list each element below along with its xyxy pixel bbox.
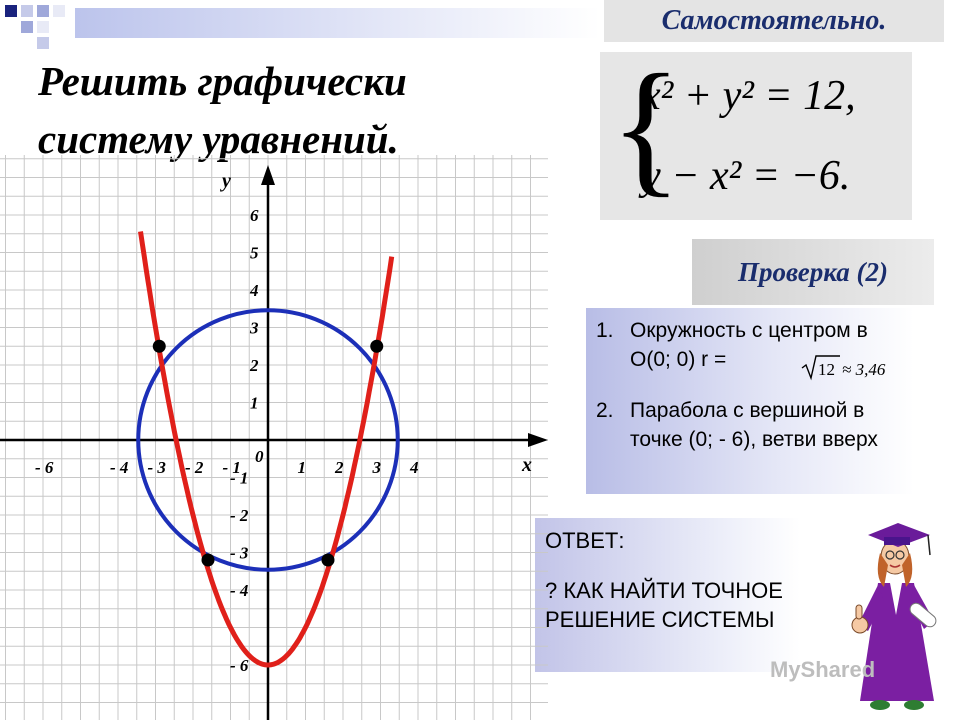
- y-tick-label: 2: [250, 356, 259, 375]
- x-tick-label: 4: [410, 458, 419, 477]
- equation-2: y − x² = −6.: [642, 153, 851, 199]
- intersection-point: [202, 554, 215, 567]
- title-line-1: Решить графически: [38, 58, 407, 104]
- check-list: [586, 308, 914, 494]
- equation-system: [600, 44, 912, 220]
- grid: [0, 155, 548, 720]
- check-item-1-number: 1.: [596, 319, 614, 342]
- intersection-point: [370, 340, 383, 353]
- x-tick-label: 1: [297, 458, 306, 477]
- x-tick-label: 3: [372, 458, 381, 477]
- x-tick-label: - 1: [222, 458, 241, 477]
- system-brace: {: [610, 44, 682, 210]
- y-tick-label: 6: [250, 206, 259, 225]
- check-item-2-number: 2.: [596, 399, 614, 422]
- title-line-2: систему уравнений.: [38, 116, 399, 162]
- y-tick-label: - 2: [230, 506, 249, 525]
- origin-label: 0: [255, 447, 264, 466]
- x-tick-label: - 2: [185, 458, 204, 477]
- answer-box: [535, 518, 800, 672]
- check-button[interactable]: Проверка (2): [692, 239, 934, 305]
- check-item-1-text: Окружность с центром в О(0; 0) r =: [630, 319, 868, 371]
- axes: [0, 165, 548, 720]
- y-tick-label: 3: [250, 318, 259, 338]
- parabola-curve: [141, 232, 392, 666]
- answer-text: ? КАК НАЙТИ ТОЧНОЕ РЕШЕНИЕ СИСТЕМЫ: [545, 578, 783, 632]
- graph: [0, 155, 560, 720]
- y-tick-label: 5: [250, 243, 259, 263]
- header-label: Самостоятельно.: [604, 0, 944, 42]
- watermark: MyShared: [770, 657, 876, 682]
- y-tick-label: 4: [250, 281, 259, 300]
- header-band: [75, 8, 600, 38]
- check-item-2: [596, 396, 896, 454]
- sqrt-approx: ≈ 3,46: [842, 360, 886, 379]
- slide-title: [38, 52, 558, 168]
- tick-labels: [35, 170, 532, 675]
- x-tick-label: - 3: [147, 458, 166, 477]
- y-tick-label: - 4: [230, 581, 249, 600]
- x-axis-label: x: [522, 454, 532, 476]
- corner-decoration: [0, 0, 80, 60]
- y-axis-label: y: [222, 170, 231, 192]
- y-axis-arrow: [261, 165, 275, 185]
- x-axis-arrow: [528, 433, 548, 447]
- x-tick-label: - 4: [110, 458, 129, 477]
- y-tick-label: - 1: [230, 468, 249, 488]
- check-item-2-text: Парабола с вершиной в точке (0; - 6), ветви вверх: [630, 399, 878, 451]
- sqrt-formula: [800, 352, 904, 382]
- teacher-illustration: [838, 505, 956, 717]
- intersection-point: [322, 554, 335, 567]
- y-tick-label: 1: [250, 393, 259, 413]
- answer-title: ОТВЕТ:: [545, 528, 625, 553]
- equation-1: x² + y² = 12,: [642, 73, 856, 119]
- y-tick-label: - 6: [230, 656, 249, 675]
- x-tick-label: - 6: [35, 458, 54, 477]
- x-tick-label: 2: [335, 458, 344, 477]
- sqrt-radicand: 12: [818, 360, 835, 379]
- y-tick-label: - 3: [230, 543, 249, 563]
- intersection-point: [153, 340, 166, 353]
